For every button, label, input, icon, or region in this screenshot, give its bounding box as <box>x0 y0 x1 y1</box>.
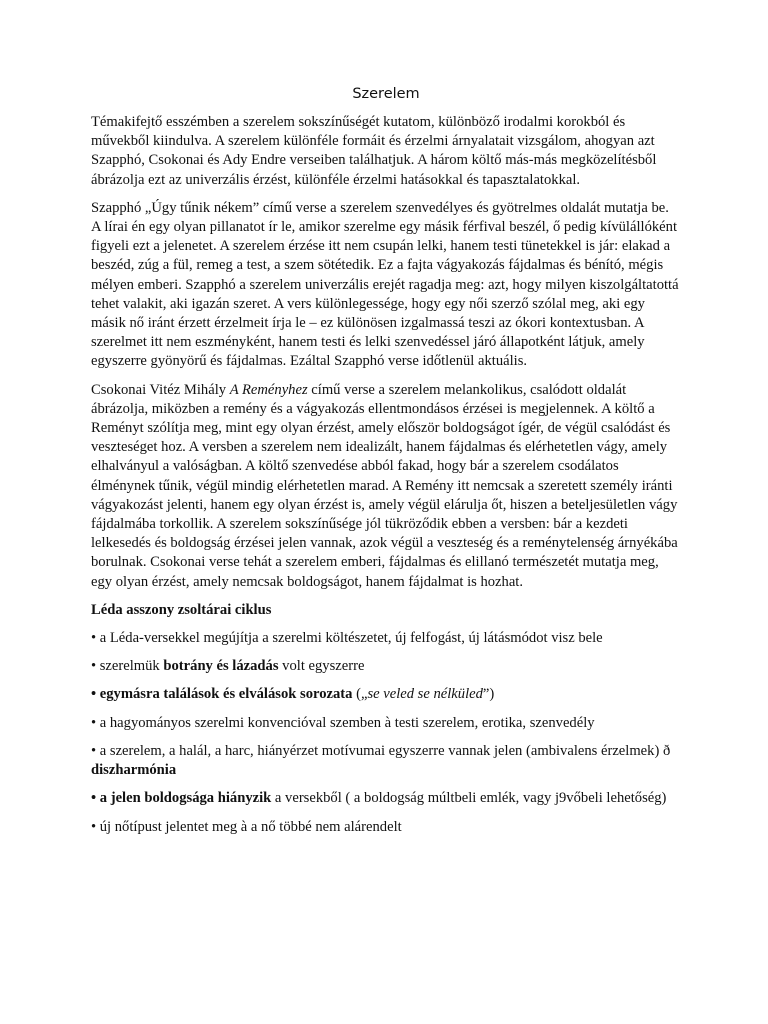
paragraph-intro: Témakifejtő esszémben a szerelem sokszínűségét kutatom, különböző irodalmi korokból és művekből kiindulva. A szerelem különféle formáit és érzelmi árnyalatait vizsgálom, ahogyan azt Szapphó, Csokonai és Ady Endre verseiben találhatjuk. A három költő más-más megközelítésből ábrázolja ezt az univerzális érzést, különféle érzelmi hatásokkal és tapasztalatokkal. <box>91 114 657 188</box>
document-title: Szerelem <box>352 86 420 102</box>
list-item: • a hagyományos szerelmi konvencióval szemben à testi szerelem, erotika, szenvedély <box>91 714 595 731</box>
csokonai-rest: című verse a szerelem melankolikus, csalódott oldalát ábrázolja, miközben a remény és a vágyakozás ellentmondásos érzései is megjelennek. A költő a Reményt szólítja meg, mint egy olyan érzést, amely először boldogságot ígér, de végül csalódást és veszteséget hoz. A versben a szerelem nem idealizált, hanem fájdalmas és elérhetetlen vágy, amely elhalványul a valóságban. A költő szenvedése abból fakad, hogy bár a szerelem csodálatos élménynek tűnik, végül mindig elérhetetlen marad. A Remény itt nemcsak a szeretett személy iránti vágyakozást jelenti, hanem egy olyan érzést is, amely végül elárulja őt, hiszen a beteljesületlen vágy fájdalmába torkollik. A szerelem sokszínűsége jól tükröződik ebben a versben: bár a kezdeti lelkesedés és boldogság érzései jelen vannak, azok végül a veszteség és a reménytelenség árnyékába borulnak. Csokonai verse tehát a szerelem emberi, fájdalmas és elillanó természetét mutatja meg, egy olyan érzést, amely nemcsak boldogságot, hanem fájdalmat is hozhat. <box>91 381 678 590</box>
list-item-text: a versekből ( a boldogság múltbeli emlék, vagy j9vőbeli lehetőség) <box>271 790 667 807</box>
list-item-text: • szerelmük <box>91 658 164 675</box>
list-item-text: („ <box>352 686 368 703</box>
list-item-bold: diszharmónia <box>91 762 177 779</box>
list-item-text: volt egyszerre <box>278 658 365 675</box>
list-item-bold: • egymásra találások és elválások sorozata <box>91 686 353 703</box>
list-item-bold: • a jelen boldogsága hiányzik <box>91 790 272 807</box>
list-item-text: • a szerelem, a halál, a harc, hiányérzet motívumai egyszerre vannak jelen (ambivalens érzelmek) ð <box>91 742 671 759</box>
list-item: • a Léda-versekkel megújítja a szerelmi költészetet, új felfogást, új látásmódot visz bele <box>91 630 603 647</box>
list-item <box>91 789 681 808</box>
list-item <box>91 742 681 780</box>
section-heading: Léda asszony zsoltárai ciklus <box>91 601 272 618</box>
list-item-text: ”) <box>482 686 495 703</box>
csokonai-intro: Csokonai Vitéz Mihály <box>91 381 230 398</box>
list-item-bold: botrány és lázadás <box>163 658 279 675</box>
list-item-italic: se veled se nélküled <box>367 686 483 703</box>
list-item: • új nőtípust jelentet meg à a nő többé nem alárendelt <box>91 818 402 835</box>
list-item <box>91 685 681 704</box>
paragraph-sappho: Szapphó „Úgy tűnik nékem” című verse a szerelem szenvedélyes és gyötrelmes oldalát mutatja be. A lírai én egy olyan pillanatot ír le, amikor szerelme egy másik férfival beszél, ő pedig kívülállóként figyeli ezt a jelenetet. A szerelem érzése itt nem csupán lelki, hanem testi tünetekkel is jár: elakad a beszéd, zúg a fül, remeg a test, a szem sötétedik. Ez a fajta vágyakozás fájdalmas és bénító, mégis mélyen emberi. Szapphó a szerelem univerzális erejét ragadja meg: azt, hogy milyen kiszolgáltatottá tehet valakit, aki igazán szeret. A vers különlegessége, hogy egy női szerző szólal meg, aki egy másik nő iránt érzett érzelmeit írja le – ez különösen izgalmassá teszi az ókori kontextusban. A szerelmet itt nem eszményként, hanem testi és lelki szenvedéssel járó állapotként látjuk, amely egyszerre gyönyörű és fájdalmas. Ezáltal Szapphó verse időtlenül aktuális. <box>91 199 679 370</box>
paragraph-csokonai <box>91 381 681 592</box>
csokonai-poem-title: A Reményhez <box>229 381 308 398</box>
document-page <box>91 84 681 846</box>
list-item <box>91 657 681 676</box>
